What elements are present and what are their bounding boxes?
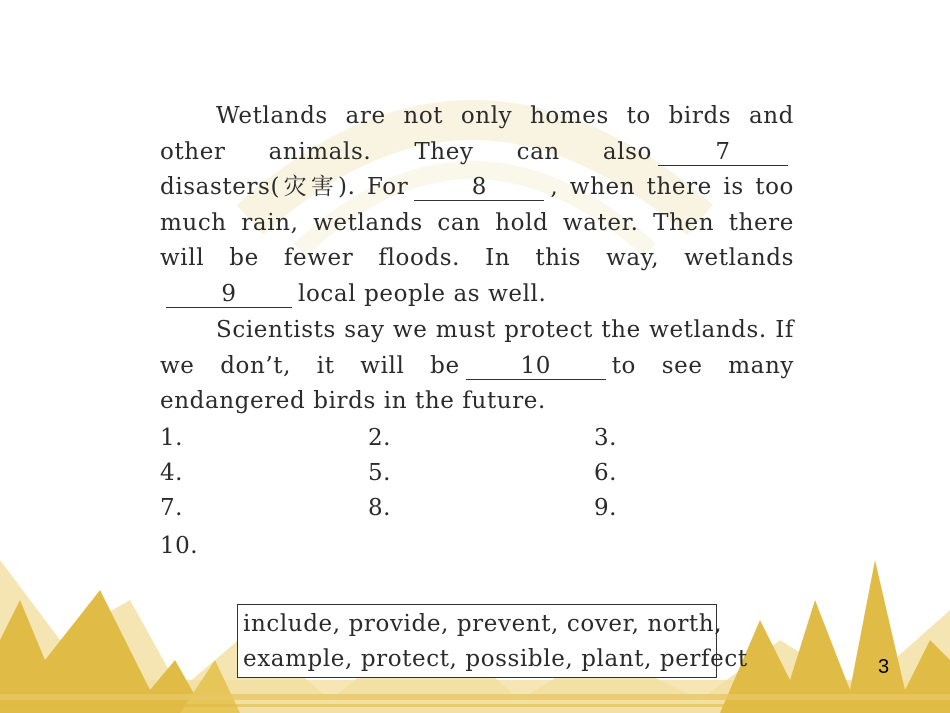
answer-number: 1.: [160, 425, 183, 451]
answer-number: 6.: [594, 460, 617, 486]
answer-4: [160, 459, 183, 487]
answer-number: 2.: [368, 425, 391, 451]
answer-9: [594, 494, 617, 522]
word-bank-line-2: example, protect, possible, plant, perfect: [243, 646, 748, 672]
answer-number: 8.: [368, 495, 391, 521]
answer-number: 9.: [594, 495, 617, 521]
answer-number: 5.: [368, 460, 391, 486]
blank-10: 10: [466, 353, 606, 380]
answer-6: [594, 459, 617, 487]
answer-number: 10.: [160, 533, 199, 559]
answer-8: [368, 494, 391, 522]
p1-text-1: Wetlands are not only homes to birds and other animals. They can also: [160, 103, 794, 165]
p1-text-4: local people as well.: [298, 280, 547, 307]
paragraph-2: [160, 313, 794, 420]
paragraph-1: [160, 99, 794, 313]
answer-7: [160, 494, 183, 522]
p1-text-3: , when there is too much rain, wetlands can hold water. Then there will be fewer floods. In this way, wetlands: [160, 174, 794, 272]
answer-10: [160, 532, 198, 560]
blank-9: 9: [166, 281, 292, 308]
p1-text-2: disasters(灾害). For: [160, 174, 409, 201]
answer-number: 7.: [160, 495, 183, 521]
p2-text-1: Scientists say we must protect the wetlands. If we don’t, it will be: [160, 317, 794, 379]
word-bank-line-1: include, provide, prevent, cover, north,: [243, 611, 723, 637]
blank-7: 7: [658, 139, 788, 166]
answer-5: [368, 459, 391, 487]
answer-number: 4.: [160, 460, 183, 486]
answer-number: 3.: [594, 425, 617, 451]
answer-2: [368, 424, 391, 452]
word-bank-box: [237, 604, 748, 678]
answer-1: [160, 424, 183, 452]
page-number: 3: [878, 656, 890, 678]
blank-8: 8: [414, 174, 544, 201]
answer-3: [594, 424, 617, 452]
p2-text-2: to see many endangered birds in the future.: [160, 352, 794, 415]
